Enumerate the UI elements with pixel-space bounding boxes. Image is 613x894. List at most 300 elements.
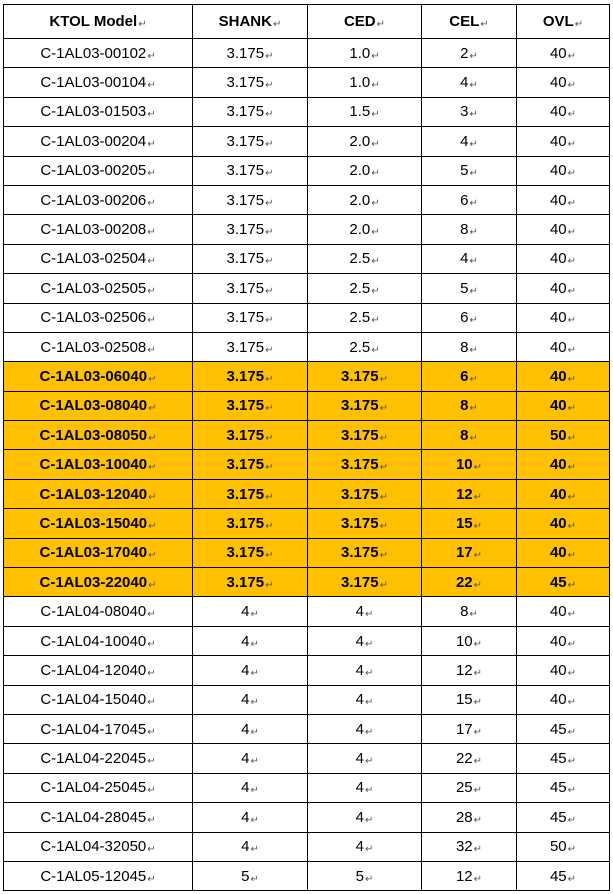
cell-cel [422, 773, 517, 802]
cell-shank [193, 303, 308, 332]
paragraph-mark-icon: ↵ [147, 50, 156, 62]
paragraph-mark-icon: ↵ [473, 756, 483, 768]
cell-model [4, 274, 193, 303]
cell-model [4, 39, 193, 68]
cell-shank [193, 391, 308, 420]
paragraph-mark-icon: ↵ [250, 667, 259, 679]
paragraph-mark-icon: ↵ [567, 315, 577, 327]
cell-model [4, 626, 193, 655]
paragraph-mark-icon: ↵ [147, 315, 156, 327]
cell-shank-text: 3.175 [226, 74, 265, 92]
paragraph-mark-icon: ↵ [265, 315, 274, 327]
cell-ced-text: 3.175 [341, 514, 379, 532]
table-row [4, 509, 610, 538]
cell-ced-text: 4 [355, 720, 364, 738]
cell-ovl [517, 362, 610, 391]
cell-model-text: C-1AL03-22040 [39, 573, 148, 591]
cell-model [4, 597, 193, 626]
cell-cel-text: 17 [455, 544, 473, 562]
cell-shank-text: 4 [241, 632, 250, 650]
paragraph-mark-icon: ↵ [567, 638, 577, 650]
paragraph-mark-icon: ↵ [250, 697, 259, 709]
paragraph-mark-icon: ↵ [147, 667, 156, 679]
paragraph-mark-icon: ↵ [567, 168, 577, 180]
cell-ovl-text: 40 [549, 132, 567, 150]
cell-cel [422, 538, 517, 567]
cell-ovl [517, 656, 610, 685]
paragraph-mark-icon: ↵ [250, 785, 259, 797]
cell-cel [422, 185, 517, 214]
paragraph-mark-icon: ↵ [371, 227, 380, 239]
header-model [4, 5, 193, 39]
cell-cel [422, 68, 517, 97]
table-row [4, 861, 610, 890]
table-row [4, 538, 610, 567]
cell-shank-text: 4 [241, 661, 250, 679]
cell-ovl-text: 40 [549, 514, 567, 532]
cell-shank-text: 3.175 [226, 132, 265, 150]
paragraph-mark-icon: ↵ [371, 315, 380, 327]
cell-ovl-text: 50 [549, 426, 567, 444]
cell-ced [308, 39, 422, 68]
cell-cel-text: 17 [455, 720, 473, 738]
paragraph-mark-icon: ↵ [469, 138, 478, 150]
cell-model-text: C-1AL03-15040 [39, 514, 148, 532]
cell-cel-text: 5 [460, 162, 469, 180]
cell-shank-text: 3.175 [226, 250, 265, 268]
cell-ced-text: 3.175 [341, 426, 379, 444]
cell-ovl [517, 832, 610, 861]
table-row [4, 450, 610, 479]
cell-model [4, 773, 193, 802]
cell-model-text: C-1AL04-22045 [40, 750, 147, 768]
paragraph-mark-icon: ↵ [147, 726, 156, 738]
table-row [4, 832, 610, 861]
cell-ced-text: 4 [355, 691, 364, 709]
header-ovl-text: OVL [542, 13, 574, 30]
cell-shank-text: 4 [241, 808, 250, 826]
cell-ovl [517, 332, 610, 361]
cell-ovl [517, 450, 610, 479]
cell-shank-text: 4 [241, 838, 250, 856]
paragraph-mark-icon: ↵ [567, 609, 577, 621]
cell-ovl [517, 773, 610, 802]
table-row [4, 274, 610, 303]
cell-ovl-text: 40 [549, 691, 567, 709]
paragraph-mark-icon: ↵ [147, 609, 156, 621]
cell-shank [193, 861, 308, 890]
table-row [4, 421, 610, 450]
cell-cel [422, 450, 517, 479]
cell-shank [193, 244, 308, 273]
paragraph-mark-icon: ↵ [148, 579, 157, 591]
cell-model [4, 479, 193, 508]
cell-model [4, 538, 193, 567]
paragraph-mark-icon: ↵ [567, 756, 577, 768]
paragraph-mark-icon: ↵ [265, 462, 274, 474]
cell-model [4, 685, 193, 714]
cell-shank [193, 656, 308, 685]
cell-ced [308, 479, 422, 508]
cell-ovl-text: 45 [549, 750, 567, 768]
paragraph-mark-icon: ↵ [473, 697, 483, 709]
cell-model-text: C-1AL03-02504 [40, 250, 147, 268]
cell-ovl-text: 40 [549, 44, 567, 62]
cell-model [4, 97, 193, 126]
cell-model [4, 127, 193, 156]
cell-cel-text: 4 [460, 74, 469, 92]
paragraph-mark-icon: ↵ [147, 344, 156, 356]
cell-ovl-text: 45 [549, 573, 567, 591]
paragraph-mark-icon: ↵ [147, 697, 156, 709]
paragraph-mark-icon: ↵ [147, 168, 156, 180]
cell-shank-text: 3.175 [226, 485, 265, 503]
cell-ovl-text: 40 [549, 103, 567, 121]
cell-ced [308, 156, 422, 185]
cell-ced-text: 4 [355, 779, 364, 797]
cell-model-text: C-1AL03-02506 [40, 309, 147, 327]
cell-ced-text: 3.175 [341, 367, 379, 385]
table-row [4, 597, 610, 626]
paragraph-mark-icon: ↵ [250, 638, 259, 650]
cell-cel-text: 28 [455, 808, 473, 826]
paragraph-mark-icon: ↵ [567, 285, 577, 297]
cell-shank [193, 97, 308, 126]
cell-ced [308, 185, 422, 214]
cell-ovl-text: 40 [549, 221, 567, 239]
cell-shank [193, 626, 308, 655]
paragraph-mark-icon: ↵ [379, 432, 388, 444]
cell-cel-text: 10 [455, 632, 473, 650]
cell-cel-text: 8 [460, 603, 469, 621]
paragraph-mark-icon: ↵ [148, 432, 157, 444]
cell-ovl [517, 421, 610, 450]
table-row [4, 626, 610, 655]
cell-ovl-text: 40 [549, 367, 567, 385]
paragraph-mark-icon: ↵ [473, 726, 483, 738]
cell-shank [193, 538, 308, 567]
cell-ovl [517, 597, 610, 626]
table-row [4, 685, 610, 714]
cell-ced-text: 2.5 [349, 338, 371, 356]
cell-ovl [517, 685, 610, 714]
cell-model-text: C-1AL04-12040 [40, 661, 147, 679]
paragraph-mark-icon: ↵ [567, 873, 577, 885]
cell-cel [422, 479, 517, 508]
cell-ovl [517, 509, 610, 538]
header-ced [308, 5, 422, 39]
cell-ovl-text: 40 [549, 544, 567, 562]
cell-ced-text: 4 [355, 603, 364, 621]
paragraph-mark-icon: ↵ [469, 197, 478, 209]
cell-ovl [517, 97, 610, 126]
paragraph-mark-icon: ↵ [147, 844, 156, 856]
paragraph-mark-icon: ↵ [371, 50, 380, 62]
cell-ovl [517, 215, 610, 244]
cell-model-text: C-1AL03-00204 [40, 132, 147, 150]
paragraph-mark-icon: ↵ [265, 109, 274, 121]
paragraph-mark-icon: ↵ [250, 609, 259, 621]
cell-model-text: C-1AL04-28045 [40, 808, 147, 826]
paragraph-mark-icon: ↵ [567, 227, 577, 239]
cell-shank [193, 568, 308, 597]
cell-shank-text: 3.175 [226, 397, 265, 415]
header-shank-text: SHANK [218, 13, 272, 30]
cell-model [4, 332, 193, 361]
cell-ced-text: 1.5 [349, 103, 371, 121]
cell-shank-text: 3.175 [226, 573, 265, 591]
cell-ced [308, 773, 422, 802]
cell-shank [193, 215, 308, 244]
cell-ced-text: 1.0 [349, 74, 371, 92]
paragraph-mark-icon: ↵ [567, 138, 577, 150]
paragraph-mark-icon: ↵ [364, 814, 374, 826]
paragraph-mark-icon: ↵ [147, 785, 156, 797]
cell-cel [422, 568, 517, 597]
cell-ced [308, 68, 422, 97]
cell-cel [422, 244, 517, 273]
cell-ced-text: 2.5 [349, 279, 371, 297]
cell-cel [422, 714, 517, 743]
paragraph-mark-icon: ↵ [567, 726, 577, 738]
paragraph-mark-icon: ↵ [469, 609, 478, 621]
paragraph-mark-icon: ↵ [148, 520, 157, 532]
cell-cel-text: 8 [460, 338, 469, 356]
header-row [4, 5, 610, 39]
cell-shank [193, 832, 308, 861]
paragraph-mark-icon: ↵ [567, 550, 577, 562]
cell-ced-text: 4 [355, 808, 364, 826]
table-row [4, 391, 610, 420]
paragraph-mark-icon: ↵ [473, 491, 483, 503]
cell-shank [193, 744, 308, 773]
paragraph-mark-icon: ↵ [265, 285, 274, 297]
cell-cel-text: 32 [455, 838, 473, 856]
cell-model-text: C-1AL03-12040 [39, 485, 148, 503]
paragraph-mark-icon: ↵ [473, 844, 483, 856]
cell-model-text: C-1AL03-01503 [40, 103, 147, 121]
cell-cel [422, 626, 517, 655]
cell-ced [308, 244, 422, 273]
cell-shank-text: 4 [241, 750, 250, 768]
cell-cel-text: 8 [460, 426, 469, 444]
paragraph-mark-icon: ↵ [147, 80, 156, 92]
paragraph-mark-icon: ↵ [265, 227, 274, 239]
cell-ced [308, 97, 422, 126]
cell-model [4, 215, 193, 244]
paragraph-mark-icon: ↵ [379, 403, 388, 415]
paragraph-mark-icon: ↵ [265, 256, 274, 268]
cell-cel-text: 25 [455, 779, 473, 797]
cell-cel-text: 6 [460, 309, 469, 327]
cell-ovl [517, 68, 610, 97]
paragraph-mark-icon: ↵ [567, 462, 577, 474]
paragraph-mark-icon: ↵ [265, 579, 274, 591]
cell-model-text: C-1AL03-02508 [40, 338, 147, 356]
cell-ced-text: 1.0 [349, 44, 371, 62]
paragraph-mark-icon: ↵ [473, 785, 483, 797]
paragraph-mark-icon: ↵ [364, 873, 374, 885]
cell-ovl-text: 40 [549, 603, 567, 621]
table-row [4, 332, 610, 361]
cell-cel [422, 391, 517, 420]
paragraph-mark-icon: ↵ [567, 520, 577, 532]
cell-ced-text: 3.175 [341, 573, 379, 591]
paragraph-mark-icon: ↵ [567, 814, 577, 826]
cell-ovl-text: 45 [549, 808, 567, 826]
paragraph-mark-icon: ↵ [567, 579, 577, 591]
cell-ovl [517, 714, 610, 743]
paragraph-mark-icon: ↵ [364, 697, 374, 709]
paragraph-mark-icon: ↵ [250, 844, 259, 856]
cell-model [4, 362, 193, 391]
paragraph-mark-icon: ↵ [148, 373, 157, 385]
table-row [4, 127, 610, 156]
table-row [4, 215, 610, 244]
paragraph-mark-icon: ↵ [469, 373, 478, 385]
cell-model [4, 832, 193, 861]
cell-ovl [517, 626, 610, 655]
cell-shank-text: 3.175 [226, 44, 265, 62]
cell-cel-text: 8 [460, 221, 469, 239]
table-row [4, 97, 610, 126]
cell-model-text: C-1AL03-06040 [39, 367, 148, 385]
cell-shank [193, 332, 308, 361]
cell-ced [308, 744, 422, 773]
cell-shank [193, 685, 308, 714]
cell-ced-text: 4 [355, 632, 364, 650]
cell-ovl-text: 40 [549, 309, 567, 327]
paragraph-mark-icon: ↵ [148, 403, 157, 415]
cell-model [4, 156, 193, 185]
cell-ovl [517, 391, 610, 420]
cell-ced [308, 509, 422, 538]
cell-ovl-text: 40 [549, 279, 567, 297]
cell-shank [193, 803, 308, 832]
paragraph-mark-icon: ↵ [567, 50, 577, 62]
cell-cel [422, 127, 517, 156]
cell-model-text: C-1AL03-00208 [40, 221, 147, 239]
paragraph-mark-icon: ↵ [469, 168, 478, 180]
cell-model-text: C-1AL04-15040 [40, 691, 147, 709]
paragraph-mark-icon: ↵ [148, 491, 157, 503]
header-shank [193, 5, 308, 39]
cell-cel [422, 39, 517, 68]
cell-shank-text: 4 [241, 779, 250, 797]
cell-cel [422, 97, 517, 126]
paragraph-mark-icon: ↵ [379, 550, 388, 562]
paragraph-mark-icon: ↵ [567, 80, 577, 92]
cell-model-text: C-1AL04-25045 [40, 779, 147, 797]
cell-model [4, 244, 193, 273]
table-row [4, 744, 610, 773]
paragraph-mark-icon: ↵ [265, 550, 274, 562]
cell-ced [308, 421, 422, 450]
paragraph-mark-icon: ↵ [265, 50, 274, 62]
paragraph-mark-icon: ↵ [364, 638, 374, 650]
paragraph-mark-icon: ↵ [567, 697, 577, 709]
paragraph-mark-icon: ↵ [364, 609, 374, 621]
cell-shank-text: 3.175 [226, 191, 265, 209]
paragraph-mark-icon: ↵ [469, 432, 478, 444]
paragraph-mark-icon: ↵ [265, 520, 274, 532]
paragraph-mark-icon: ↵ [364, 667, 374, 679]
paragraph-mark-icon: ↵ [265, 373, 274, 385]
paragraph-mark-icon: ↵ [469, 109, 478, 121]
header-cel [422, 5, 517, 39]
paragraph-mark-icon: ↵ [473, 550, 483, 562]
cell-cel-text: 8 [460, 397, 469, 415]
cell-model [4, 185, 193, 214]
cell-shank [193, 773, 308, 802]
cell-cel-text: 3 [460, 103, 469, 121]
paragraph-mark-icon: ↵ [567, 403, 577, 415]
cell-ced [308, 803, 422, 832]
paragraph-mark-icon: ↵ [148, 462, 157, 474]
cell-ced [308, 303, 422, 332]
cell-cel-text: 6 [460, 367, 469, 385]
cell-ovl-text: 40 [549, 74, 567, 92]
paragraph-mark-icon: ↵ [567, 432, 577, 444]
cell-shank-text: 3.175 [226, 279, 265, 297]
cell-ced-text: 2.5 [349, 250, 371, 268]
paragraph-mark-icon: ↵ [371, 109, 380, 121]
header-ced-text: CED [343, 13, 376, 30]
cell-model [4, 714, 193, 743]
paragraph-mark-icon: ↵ [265, 403, 274, 415]
table-row [4, 156, 610, 185]
cell-shank-text: 3.175 [226, 514, 265, 532]
cell-model-text: C-1AL05-12045 [40, 867, 147, 885]
cell-model-text: C-1AL03-02505 [40, 279, 147, 297]
paragraph-mark-icon: ↵ [567, 491, 577, 503]
paragraph-mark-icon: ↵ [567, 109, 577, 121]
cell-cel [422, 509, 517, 538]
paragraph-mark-icon: ↵ [147, 227, 156, 239]
header-cel-text: CEL [449, 13, 480, 30]
table-row [4, 773, 610, 802]
cell-model-text: C-1AL03-00206 [40, 191, 147, 209]
paragraph-mark-icon: ↵ [473, 520, 483, 532]
cell-ced [308, 538, 422, 567]
paragraph-mark-icon: ↵ [364, 726, 374, 738]
cell-model-text: C-1AL04-08040 [40, 603, 147, 621]
cell-ced [308, 832, 422, 861]
cell-shank [193, 127, 308, 156]
cell-model [4, 861, 193, 890]
cell-ced [308, 391, 422, 420]
paragraph-mark-icon: ↵ [147, 873, 156, 885]
cell-ced [308, 127, 422, 156]
cell-ovl-text: 45 [549, 720, 567, 738]
paragraph-mark-icon: ↵ [265, 432, 274, 444]
paragraph-mark-icon: ↵ [265, 80, 274, 92]
cell-cel [422, 597, 517, 626]
paragraph-mark-icon: ↵ [371, 256, 380, 268]
paragraph-mark-icon: ↵ [473, 579, 483, 591]
header-model-text: KTOL Model [49, 13, 138, 30]
paragraph-mark-icon: ↵ [567, 785, 577, 797]
cell-cel [422, 685, 517, 714]
cell-ovl [517, 244, 610, 273]
cell-model [4, 421, 193, 450]
cell-model [4, 68, 193, 97]
cell-shank [193, 421, 308, 450]
paragraph-mark-icon: ↵ [250, 756, 259, 768]
cell-model [4, 509, 193, 538]
paragraph-mark-icon: ↵ [567, 844, 577, 856]
cell-ovl [517, 538, 610, 567]
